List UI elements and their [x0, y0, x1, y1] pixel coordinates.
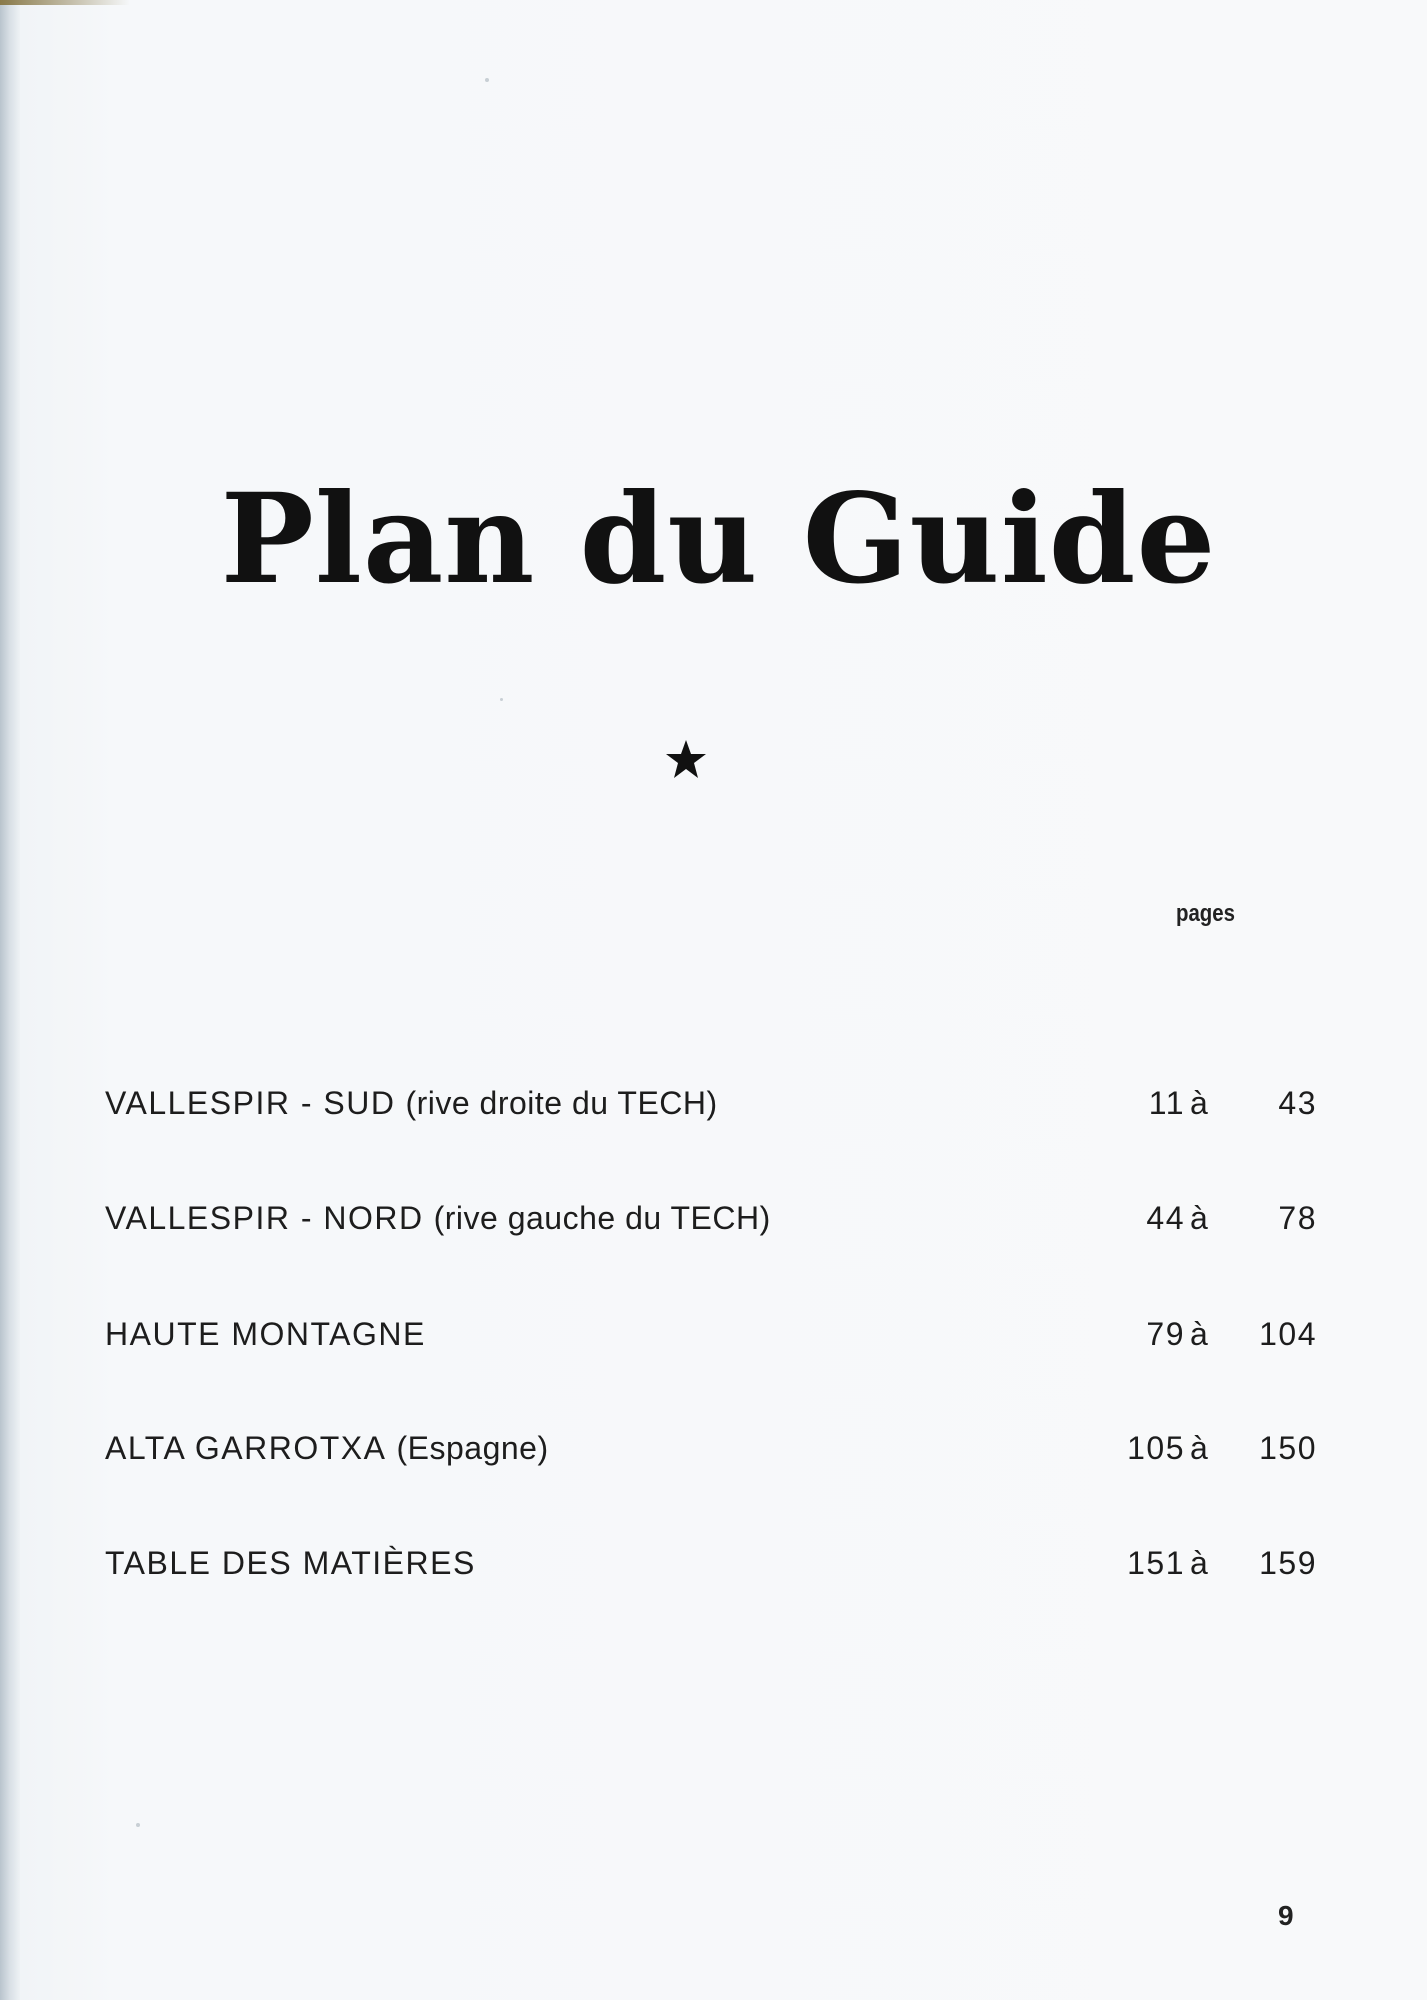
- toc-page-to: 104: [1259, 1316, 1317, 1352]
- toc-row: [105, 1200, 1317, 1250]
- toc-label: [105, 1545, 486, 1582]
- toc-page-from: 79: [1146, 1316, 1185, 1352]
- toc-label: [105, 1430, 549, 1467]
- toc-page-from: 44: [1146, 1200, 1185, 1236]
- star-icon: [665, 738, 707, 780]
- toc-page-separator: à: [1190, 1085, 1210, 1121]
- toc-section-name: HAUTE MONTAGNE: [105, 1316, 426, 1352]
- toc-label: [105, 1085, 718, 1122]
- toc-page-separator: à: [1190, 1430, 1210, 1466]
- book-spine-shadow: [0, 0, 20, 2000]
- toc-section-note: (rive gauche du TECH): [433, 1200, 771, 1236]
- toc-page-to: 78: [1278, 1200, 1317, 1236]
- page-title: Plan du Guide: [220, 467, 1217, 612]
- toc-row: [105, 1430, 1317, 1480]
- toc-page-separator: à: [1190, 1316, 1210, 1352]
- toc-section-name: TABLE DES MATIÈRES: [105, 1545, 476, 1581]
- toc-page-to: 150: [1259, 1430, 1317, 1466]
- paper-speck: [500, 698, 503, 701]
- toc-page-to: 43: [1278, 1085, 1317, 1121]
- page-top-edge: [0, 0, 130, 5]
- toc-page-separator: à: [1190, 1545, 1210, 1581]
- toc-row: [105, 1316, 1317, 1366]
- toc-page-from: 151: [1127, 1545, 1185, 1581]
- paper-speck: [136, 1823, 140, 1827]
- toc-label: [105, 1200, 771, 1237]
- toc-section-note: (rive droite du TECH): [405, 1085, 718, 1121]
- toc-section-name: VALLESPIR - NORD: [105, 1200, 424, 1236]
- toc-page-separator: à: [1190, 1200, 1210, 1236]
- paper-speck: [485, 78, 489, 82]
- toc-page-to: 159: [1259, 1545, 1317, 1581]
- toc-section-note: (Espagne): [396, 1430, 549, 1466]
- toc-page-from: 11: [1148, 1085, 1185, 1121]
- page-number: 9: [1278, 1900, 1294, 1931]
- toc-page-from: 105: [1127, 1430, 1185, 1466]
- toc-row: [105, 1085, 1317, 1135]
- toc-section-name: ALTA GARROTXA: [105, 1430, 387, 1466]
- toc-label: [105, 1316, 436, 1353]
- toc-section-name: VALLESPIR - SUD: [105, 1085, 396, 1121]
- pages-column-header: pages: [1176, 900, 1235, 927]
- toc-row: [105, 1545, 1317, 1595]
